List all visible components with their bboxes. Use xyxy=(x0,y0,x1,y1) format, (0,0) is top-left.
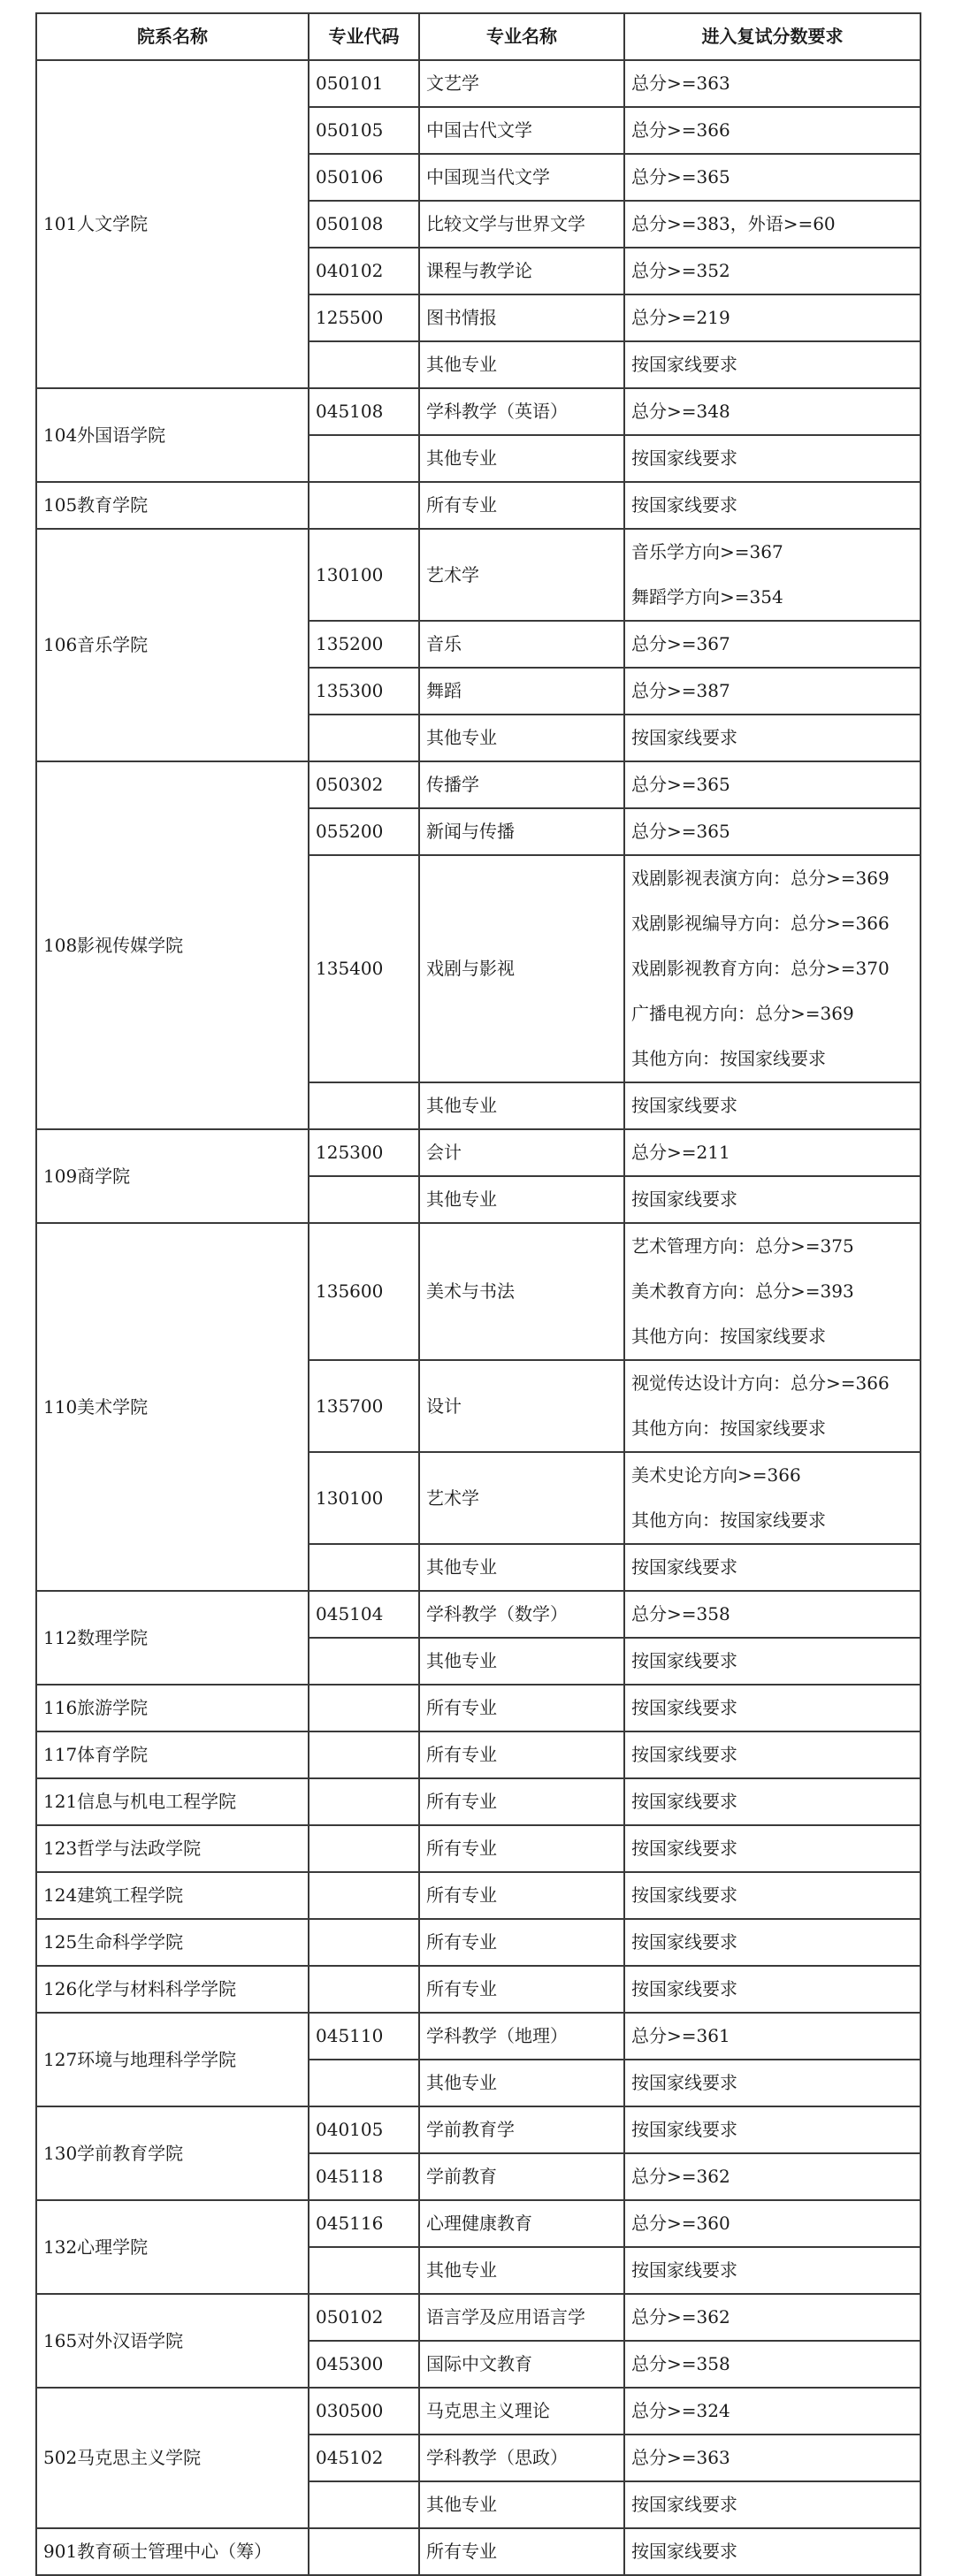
major-name-cell: 其他专业 xyxy=(419,341,624,388)
college-name-cell: 116旅游学院 xyxy=(36,1685,309,1731)
requirement-cell xyxy=(624,388,921,435)
major-name-cell: 其他专业 xyxy=(419,1544,624,1591)
table-row xyxy=(36,1825,921,1872)
major-code-cell: 045108 xyxy=(309,388,419,435)
requirement-line: 按国家线要求 xyxy=(631,1978,737,1999)
header-college: 院系名称 xyxy=(36,13,309,60)
requirement-cell xyxy=(624,1966,921,2013)
major-name-cell: 所有专业 xyxy=(419,482,624,529)
major-name-cell: 其他专业 xyxy=(419,715,624,761)
major-name-cell: 音乐 xyxy=(419,621,624,668)
table-row xyxy=(36,482,921,529)
major-code-cell: 045300 xyxy=(309,2341,419,2388)
major-code-cell: 045118 xyxy=(309,2153,419,2200)
requirement-cell xyxy=(624,808,921,855)
requirement-line: 总分>=365 xyxy=(631,774,730,795)
major-name-cell: 其他专业 xyxy=(419,2060,624,2106)
requirement-line: 戏剧影视教育方向：总分>=370 xyxy=(631,958,890,979)
college-name-cell: 108影视传媒学院 xyxy=(36,761,309,1129)
requirement-line: 其他方向：按国家线要求 xyxy=(631,1510,826,1531)
major-name-cell: 语言学及应用语言学 xyxy=(419,2294,624,2341)
requirement-line: 广播电视方向：总分>=369 xyxy=(631,1003,854,1024)
requirement-cell xyxy=(624,1452,921,1544)
major-name-cell: 所有专业 xyxy=(419,1731,624,1778)
major-code-cell: 050302 xyxy=(309,761,419,808)
requirement-cell xyxy=(624,621,921,668)
table-row xyxy=(36,1778,921,1825)
major-name-cell: 学前教育学 xyxy=(419,2106,624,2153)
requirement-cell xyxy=(624,855,921,1082)
major-code-cell: 050102 xyxy=(309,2294,419,2341)
requirement-line: 按国家线要求 xyxy=(631,2541,737,2562)
requirement-cell xyxy=(624,107,921,154)
requirement-cell xyxy=(624,715,921,761)
major-code-cell: 040105 xyxy=(309,2106,419,2153)
requirement-line: 戏剧影视编导方向：总分>=366 xyxy=(631,913,890,934)
requirement-line: 总分>=324 xyxy=(631,2400,730,2421)
major-code-cell: 055200 xyxy=(309,808,419,855)
table-row xyxy=(36,388,921,435)
college-name-cell: 124建筑工程学院 xyxy=(36,1872,309,1919)
major-name-cell: 其他专业 xyxy=(419,435,624,482)
requirement-cell xyxy=(624,2388,921,2435)
college-name-cell: 502马克思主义学院 xyxy=(36,2388,309,2528)
requirement-cell xyxy=(624,201,921,248)
major-name-cell: 传播学 xyxy=(419,761,624,808)
requirement-line: 艺术管理方向：总分>=375 xyxy=(631,1235,854,1257)
requirement-line: 总分>=363 xyxy=(631,73,730,94)
major-name-cell: 学科教学（地理） xyxy=(419,2013,624,2060)
requirement-cell xyxy=(624,341,921,388)
requirement-line: 总分>=362 xyxy=(631,2166,730,2187)
table-row xyxy=(36,2013,921,2060)
requirement-line: 总分>=358 xyxy=(631,2353,730,2374)
table-row xyxy=(36,2388,921,2435)
requirement-line: 总分>=352 xyxy=(631,260,730,281)
major-name-cell: 图书情报 xyxy=(419,294,624,341)
major-code-cell xyxy=(309,1544,419,1591)
table-row xyxy=(36,1685,921,1731)
header-requirement: 进入复试分数要求 xyxy=(624,13,921,60)
major-name-cell: 中国现当代文学 xyxy=(419,154,624,201)
major-code-cell xyxy=(309,1731,419,1778)
table-row xyxy=(36,1223,921,1360)
college-name-cell: 121信息与机电工程学院 xyxy=(36,1778,309,1825)
major-name-cell: 学科教学（思政） xyxy=(419,2435,624,2481)
requirement-line: 总分>=367 xyxy=(631,633,730,654)
requirement-line: 按国家线要求 xyxy=(631,1650,737,1671)
requirement-line: 总分>=363 xyxy=(631,2447,730,2468)
requirement-cell xyxy=(624,154,921,201)
table-row xyxy=(36,1129,921,1176)
major-name-cell: 舞蹈 xyxy=(419,668,624,715)
requirement-line: 其他方向：按国家线要求 xyxy=(631,1418,826,1439)
requirement-cell xyxy=(624,2013,921,2060)
major-code-cell xyxy=(309,1966,419,2013)
major-name-cell: 其他专业 xyxy=(419,1176,624,1223)
requirement-cell xyxy=(624,668,921,715)
major-code-cell xyxy=(309,1919,419,1966)
major-code-cell: 135400 xyxy=(309,855,419,1082)
requirement-line: 音乐学方向>=367 xyxy=(631,541,783,562)
requirement-cell xyxy=(624,2200,921,2247)
major-name-cell: 所有专业 xyxy=(419,1778,624,1825)
requirement-cell xyxy=(624,1360,921,1452)
major-code-cell xyxy=(309,715,419,761)
requirement-line: 按国家线要求 xyxy=(631,354,737,375)
requirement-line: 按国家线要求 xyxy=(631,727,737,748)
requirement-cell xyxy=(624,2294,921,2341)
major-name-cell: 其他专业 xyxy=(419,1638,624,1685)
major-code-cell xyxy=(309,1176,419,1223)
requirement-line: 按国家线要求 xyxy=(631,494,737,516)
requirement-cell xyxy=(624,60,921,107)
table-row xyxy=(36,2528,921,2575)
college-name-cell: 104外国语学院 xyxy=(36,388,309,482)
table-row xyxy=(36,2294,921,2341)
requirement-cell xyxy=(624,2481,921,2528)
major-code-cell xyxy=(309,2481,419,2528)
table-row xyxy=(36,2106,921,2153)
requirement-cell xyxy=(624,1223,921,1360)
requirement-line: 视觉传达设计方向：总分>=366 xyxy=(631,1372,890,1394)
college-name-cell: 165对外汉语学院 xyxy=(36,2294,309,2388)
requirement-line: 其他方向：按国家线要求 xyxy=(631,1048,826,1069)
major-name-cell: 美术与书法 xyxy=(419,1223,624,1360)
requirement-cell xyxy=(624,2060,921,2106)
requirement-cell xyxy=(624,2247,921,2294)
table-row xyxy=(36,529,921,621)
major-code-cell: 135300 xyxy=(309,668,419,715)
table-row xyxy=(36,1919,921,1966)
requirement-cell xyxy=(624,2435,921,2481)
college-name-cell: 132心理学院 xyxy=(36,2200,309,2294)
requirement-line: 按国家线要求 xyxy=(631,1838,737,1859)
requirement-cell xyxy=(624,435,921,482)
major-code-cell: 030500 xyxy=(309,2388,419,2435)
requirement-line: 按国家线要求 xyxy=(631,2119,737,2140)
requirement-cell xyxy=(624,1544,921,1591)
requirement-line: 舞蹈学方向>=354 xyxy=(631,586,783,608)
table-row xyxy=(36,1731,921,1778)
major-code-cell xyxy=(309,1872,419,1919)
major-code-cell xyxy=(309,1825,419,1872)
major-name-cell: 戏剧与影视 xyxy=(419,855,624,1082)
requirement-cell xyxy=(624,1129,921,1176)
requirement-line: 按国家线要求 xyxy=(631,1095,737,1116)
college-name-cell: 109商学院 xyxy=(36,1129,309,1223)
major-name-cell: 课程与教学论 xyxy=(419,248,624,294)
requirement-line: 总分>=360 xyxy=(631,2213,730,2234)
college-name-cell: 117体育学院 xyxy=(36,1731,309,1778)
major-code-cell: 125500 xyxy=(309,294,419,341)
requirement-line: 总分>=361 xyxy=(631,2025,730,2046)
header-row xyxy=(36,13,921,60)
major-code-cell: 045102 xyxy=(309,2435,419,2481)
major-code-cell: 045104 xyxy=(309,1591,419,1638)
requirement-cell xyxy=(624,1591,921,1638)
college-name-cell: 105教育学院 xyxy=(36,482,309,529)
major-code-cell xyxy=(309,1685,419,1731)
major-code-cell xyxy=(309,1778,419,1825)
requirement-line: 总分>=219 xyxy=(631,307,730,328)
table-row xyxy=(36,761,921,808)
college-name-cell: 126化学与材料科学学院 xyxy=(36,1966,309,2013)
major-code-cell xyxy=(309,2247,419,2294)
requirement-cell xyxy=(624,482,921,529)
major-code-cell xyxy=(309,482,419,529)
major-code-cell: 050105 xyxy=(309,107,419,154)
requirement-cell xyxy=(624,1638,921,1685)
major-code-cell: 135600 xyxy=(309,1223,419,1360)
requirement-line: 总分>=365 xyxy=(631,166,730,187)
requirement-line: 总分>=387 xyxy=(631,680,730,701)
major-name-cell: 马克思主义理论 xyxy=(419,2388,624,2435)
requirement-cell xyxy=(624,1685,921,1731)
college-name-cell: 101人文学院 xyxy=(36,60,309,388)
requirement-cell xyxy=(624,1919,921,1966)
major-name-cell: 文艺学 xyxy=(419,60,624,107)
requirement-cell xyxy=(624,294,921,341)
requirement-cell xyxy=(624,2528,921,2575)
college-name-cell: 901教育硕士管理中心（筹） xyxy=(36,2528,309,2575)
requirement-cell xyxy=(624,1778,921,1825)
major-name-cell: 所有专业 xyxy=(419,2528,624,2575)
major-name-cell: 设计 xyxy=(419,1360,624,1452)
requirement-line: 按国家线要求 xyxy=(631,1556,737,1578)
major-name-cell: 其他专业 xyxy=(419,2481,624,2528)
major-code-cell xyxy=(309,435,419,482)
requirement-cell xyxy=(624,529,921,621)
requirement-line: 按国家线要求 xyxy=(631,1744,737,1765)
requirement-line: 总分>=211 xyxy=(631,1142,730,1163)
requirement-line: 按国家线要求 xyxy=(631,2259,737,2281)
major-name-cell: 所有专业 xyxy=(419,1919,624,1966)
major-name-cell: 学前教育 xyxy=(419,2153,624,2200)
major-name-cell: 所有专业 xyxy=(419,1966,624,2013)
college-name-cell: 110美术学院 xyxy=(36,1223,309,1591)
requirement-line: 总分>=365 xyxy=(631,821,730,842)
major-name-cell: 其他专业 xyxy=(419,2247,624,2294)
college-name-cell: 125生命科学学院 xyxy=(36,1919,309,1966)
college-name-cell: 127环境与地理科学学院 xyxy=(36,2013,309,2106)
major-code-cell: 130100 xyxy=(309,1452,419,1544)
requirement-line: 总分>=383，外语>=60 xyxy=(631,213,836,234)
major-name-cell: 所有专业 xyxy=(419,1685,624,1731)
header-code: 专业代码 xyxy=(309,13,419,60)
requirement-line: 其他方向：按国家线要求 xyxy=(631,1326,826,1347)
major-code-cell xyxy=(309,1638,419,1685)
requirement-cell xyxy=(624,2153,921,2200)
requirement-line: 按国家线要求 xyxy=(631,2494,737,2515)
requirement-line: 美术教育方向：总分>=393 xyxy=(631,1280,854,1302)
table-row xyxy=(36,1872,921,1919)
major-code-cell: 050108 xyxy=(309,201,419,248)
requirement-line: 按国家线要求 xyxy=(631,447,737,469)
requirement-cell xyxy=(624,761,921,808)
retest-score-table xyxy=(35,12,921,2576)
major-code-cell xyxy=(309,1082,419,1129)
requirement-line: 按国家线要求 xyxy=(631,1189,737,1210)
table-row xyxy=(36,1591,921,1638)
requirement-line: 按国家线要求 xyxy=(631,1791,737,1812)
college-name-cell: 130学前教育学院 xyxy=(36,2106,309,2200)
major-code-cell: 125300 xyxy=(309,1129,419,1176)
major-name-cell: 所有专业 xyxy=(419,1825,624,1872)
requirement-line: 按国家线要求 xyxy=(631,1931,737,1953)
requirement-line: 按国家线要求 xyxy=(631,1884,737,1906)
college-name-cell: 106音乐学院 xyxy=(36,529,309,761)
requirement-line: 美术史论方向>=366 xyxy=(631,1464,801,1486)
major-code-cell: 045116 xyxy=(309,2200,419,2247)
major-code-cell xyxy=(309,2060,419,2106)
requirement-cell xyxy=(624,2106,921,2153)
requirement-cell xyxy=(624,1825,921,1872)
major-name-cell: 艺术学 xyxy=(419,1452,624,1544)
major-name-cell: 学科教学（数学） xyxy=(419,1591,624,1638)
major-name-cell: 所有专业 xyxy=(419,1872,624,1919)
header-major: 专业名称 xyxy=(419,13,624,60)
major-code-cell: 050101 xyxy=(309,60,419,107)
requirement-cell xyxy=(624,1872,921,1919)
requirement-line: 按国家线要求 xyxy=(631,2072,737,2093)
requirement-cell xyxy=(624,1731,921,1778)
major-name-cell: 新闻与传播 xyxy=(419,808,624,855)
major-name-cell: 比较文学与世界文学 xyxy=(419,201,624,248)
major-code-cell: 130100 xyxy=(309,529,419,621)
major-name-cell: 其他专业 xyxy=(419,1082,624,1129)
major-code-cell: 135200 xyxy=(309,621,419,668)
major-name-cell: 学科教学（英语） xyxy=(419,388,624,435)
requirement-line: 按国家线要求 xyxy=(631,1697,737,1718)
major-code-cell: 135700 xyxy=(309,1360,419,1452)
major-code-cell: 040102 xyxy=(309,248,419,294)
college-name-cell: 112数理学院 xyxy=(36,1591,309,1685)
major-code-cell: 050106 xyxy=(309,154,419,201)
major-name-cell: 心理健康教育 xyxy=(419,2200,624,2247)
requirement-line: 总分>=362 xyxy=(631,2306,730,2328)
requirement-line: 总分>=348 xyxy=(631,401,730,422)
requirement-line: 总分>=358 xyxy=(631,1603,730,1624)
requirement-cell xyxy=(624,1176,921,1223)
requirement-cell xyxy=(624,248,921,294)
requirement-line: 总分>=366 xyxy=(631,119,730,141)
major-name-cell: 国际中文教育 xyxy=(419,2341,624,2388)
requirement-line: 戏剧影视表演方向：总分>=369 xyxy=(631,868,890,889)
requirement-cell xyxy=(624,2341,921,2388)
major-name-cell: 艺术学 xyxy=(419,529,624,621)
major-code-cell xyxy=(309,341,419,388)
requirement-cell xyxy=(624,1082,921,1129)
major-name-cell: 会计 xyxy=(419,1129,624,1176)
major-code-cell xyxy=(309,2528,419,2575)
major-code-cell: 045110 xyxy=(309,2013,419,2060)
table-row xyxy=(36,1966,921,2013)
table-row xyxy=(36,2200,921,2247)
table-row xyxy=(36,60,921,107)
major-name-cell: 中国古代文学 xyxy=(419,107,624,154)
college-name-cell: 123哲学与法政学院 xyxy=(36,1825,309,1872)
